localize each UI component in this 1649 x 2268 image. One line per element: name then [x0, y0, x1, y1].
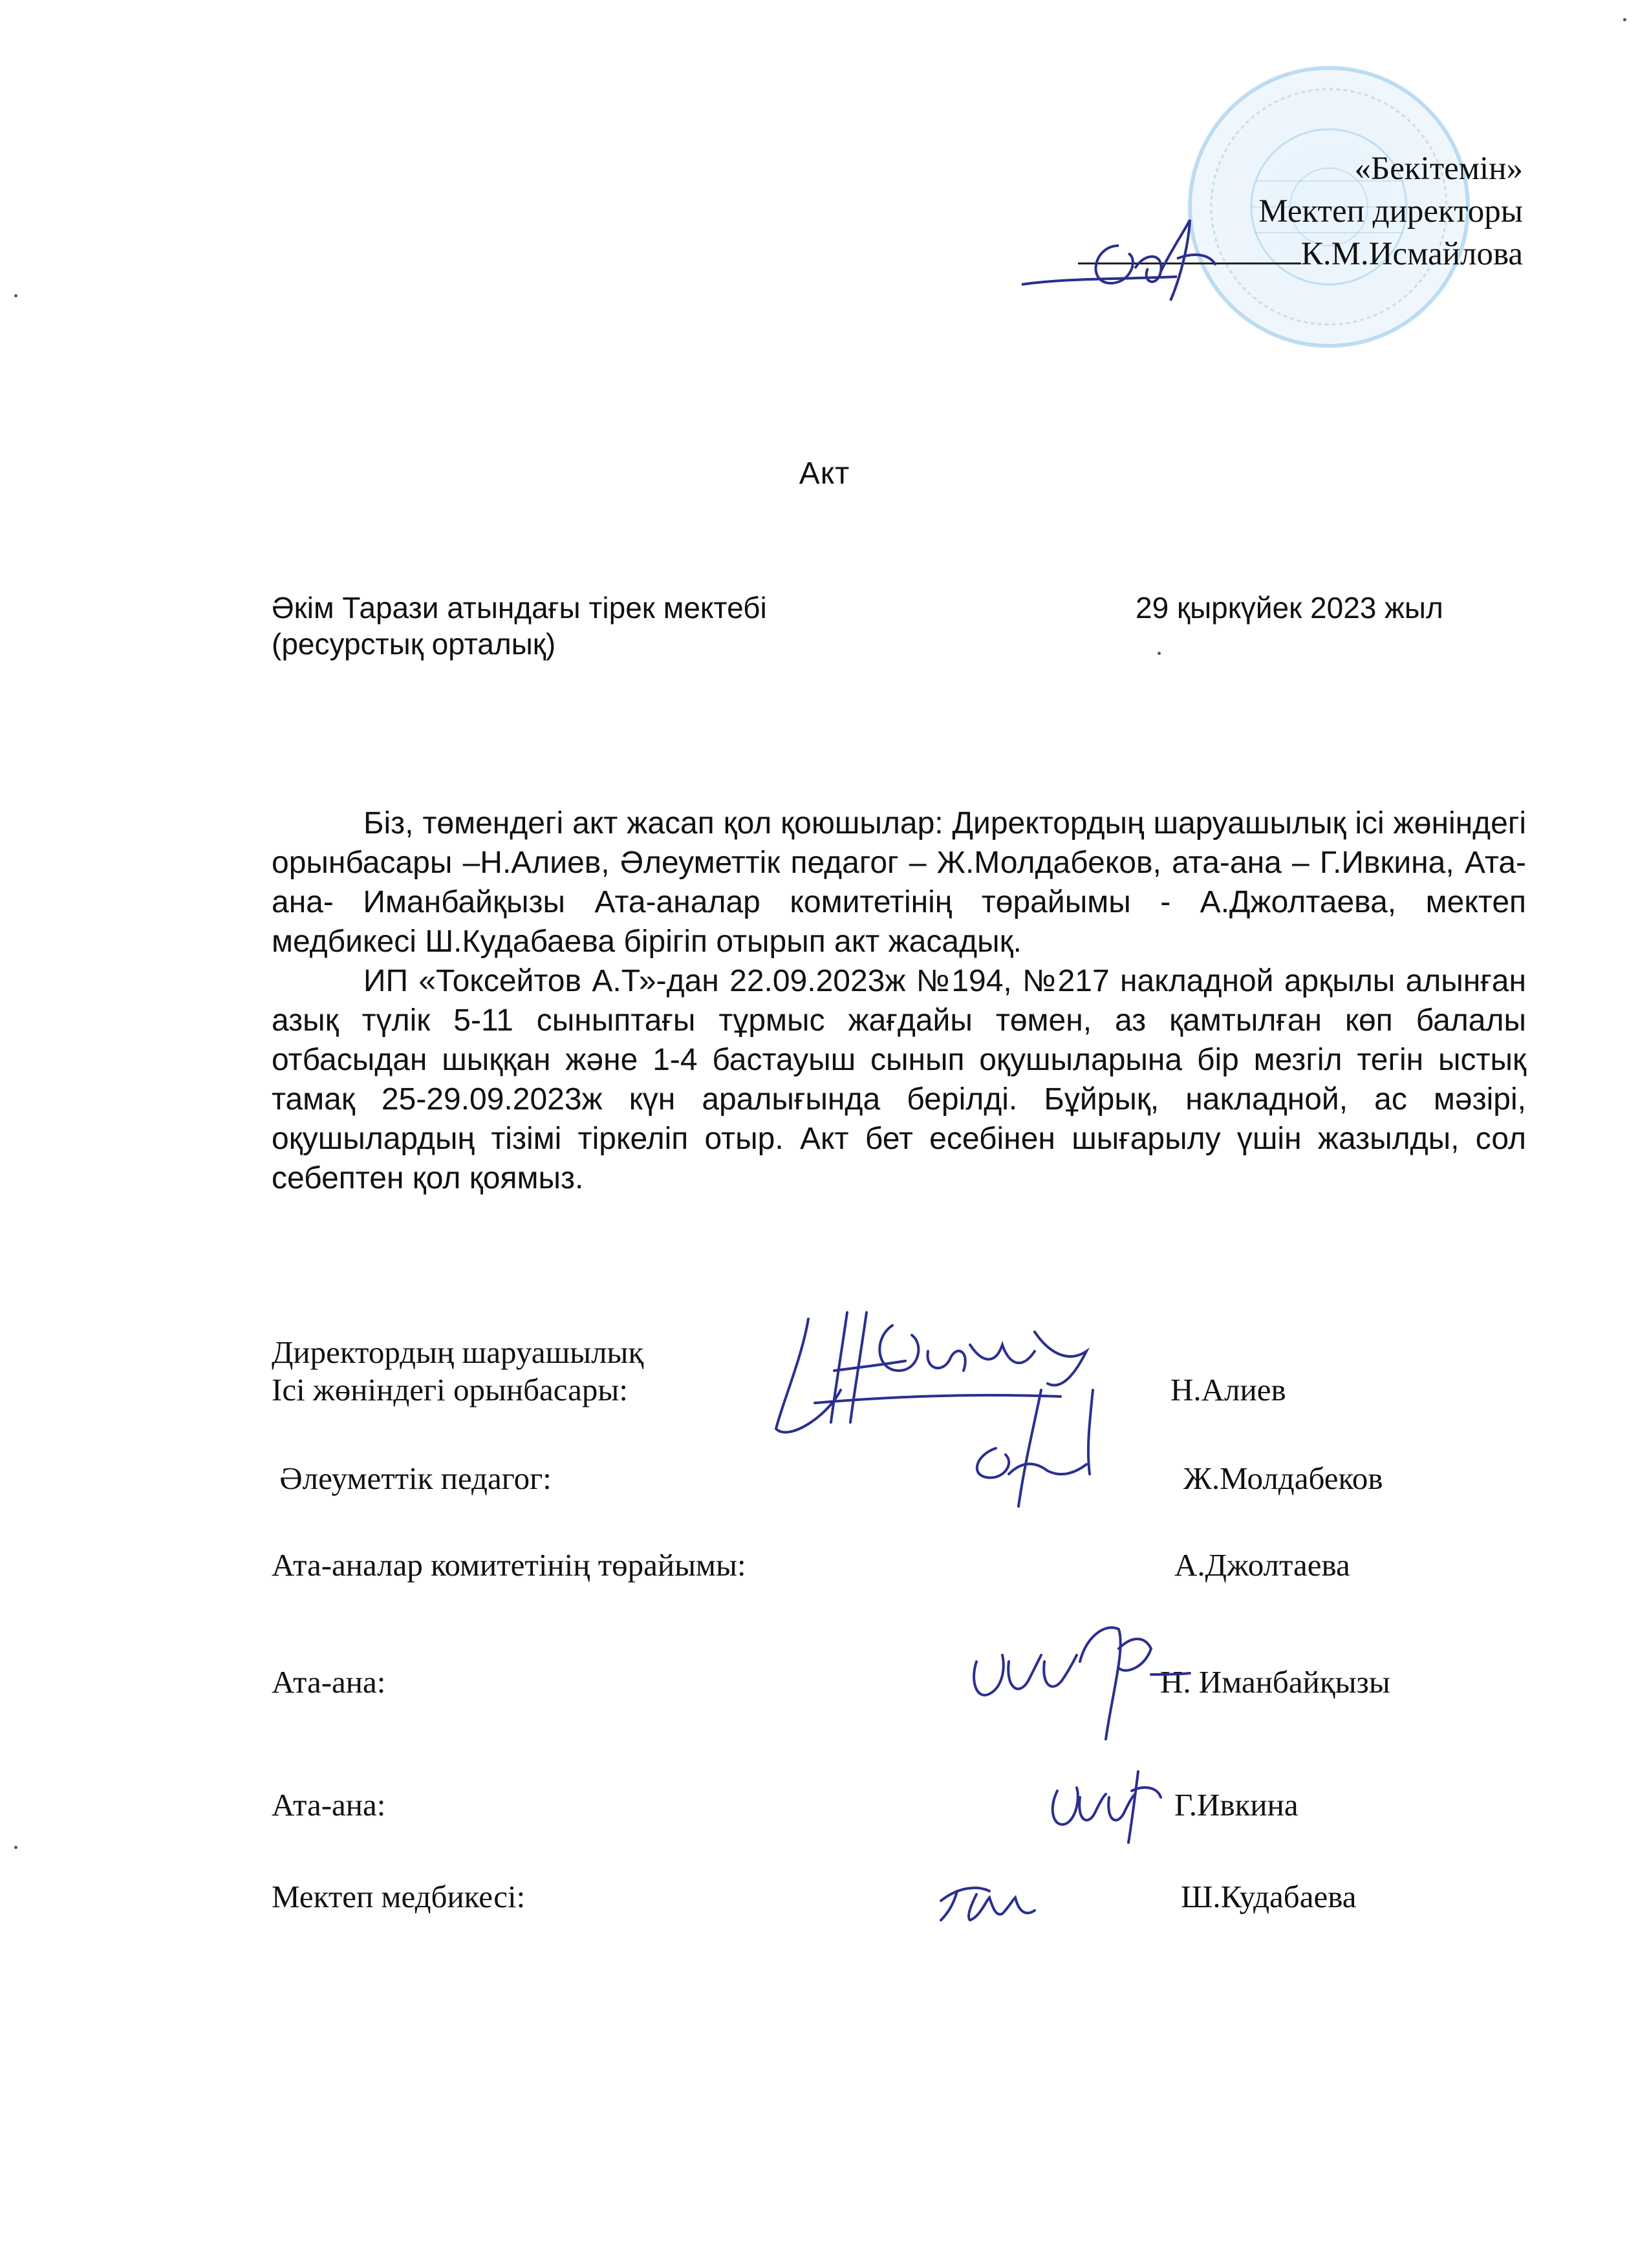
signatory-label — [272, 1786, 385, 1824]
signatory-label-line1: Мектеп медбикесі: — [272, 1879, 526, 1914]
signatory-label — [272, 1460, 552, 1497]
handwritten-signature-icon — [931, 1875, 1048, 1927]
handwritten-signature-icon — [957, 1610, 1203, 1746]
signatory-row — [272, 1786, 1500, 1825]
scan-speck — [14, 294, 17, 297]
signatory-name: Ш.Кудабаева — [1181, 1879, 1357, 1914]
body-paragraph-2: ИП «Токсейтов А.Т»-дан 22.09.2023ж №194, №217 накладной арқылы алынған азық түлік 5-11 сыныптағы тұрмыс жағдайы төмен, аз қамтылған көп балалы отбасыдан шыққан және 1-4 бастауыш сынып оқушыларына бір мезгіл тегін ыстық тамақ 25-29.09.2023ж күн аралығында берілді. Бұйрық, накладной, ас мәзірі, оқушылардың тізімі тіркеліп отыр. Акт бет есебінен шығарылу үшін жазылды, сол себептен қол қоямыз. — [272, 964, 1526, 1195]
approval-heading: «Бекітемін» — [1354, 151, 1523, 187]
signatory-label-line1: Ата-ана: — [272, 1664, 386, 1700]
signatory-label-line1: Әлеуметтік педагог: — [272, 1460, 552, 1496]
signatory-label — [272, 1546, 746, 1584]
signatory-label — [272, 1878, 525, 1916]
signatory-name: А.Джолтаева — [1174, 1547, 1350, 1583]
signatory-label-line1: Ата-аналар комитетінің төрайымы: — [272, 1547, 746, 1583]
approval-position: Мектеп директоры — [1258, 193, 1523, 230]
signatory-label — [272, 1334, 643, 1409]
director-name: К.М.Исмайлова — [1300, 236, 1523, 272]
document-date: 29 қыркүйек 2023 жыл — [1136, 591, 1443, 625]
signatory-name: Н. Иманбайқызы — [1160, 1664, 1390, 1700]
scan-speck — [14, 1846, 17, 1849]
document-title: Акт — [799, 456, 850, 491]
signatory-row — [272, 1546, 1500, 1585]
signatory-row — [272, 1664, 1500, 1702]
signatory-label-line1: Ата-ана: — [272, 1787, 386, 1823]
body-paragraph-1: Біз, төмендегі акт жасап қол қоюшылар: Директордың шаруашылық ісі жөніндегі орынбасары –Н.Алиев, Әлеуметтік педагог – Ж.Молдабеков, ата-ана – Г.Ивкина, Ата-ана- Иманбайқызы Ата-аналар комитетінің төрайымы - А.Джолтаева, мектеп медбикесі Ш.Кудабаева бірігіп отырып акт жасадық. — [272, 806, 1526, 959]
signatory-row — [272, 1878, 1500, 1917]
signatory-name: Н.Алиев — [1170, 1372, 1286, 1407]
handwritten-signature-icon — [763, 1300, 1125, 1519]
signatory-name: Ж.Молдабеков — [1183, 1460, 1383, 1496]
director-signature-icon — [1015, 207, 1235, 304]
school-name — [272, 590, 767, 662]
handwritten-signature-icon — [1041, 1759, 1170, 1849]
signatory-name: Г.Ивкина — [1174, 1787, 1299, 1823]
signatory-label-line1: Директордың шаруашылық — [272, 1334, 644, 1370]
signatory-label-line2: Ісі жөніндегі орынбасары: — [272, 1372, 628, 1407]
signatory-label — [272, 1664, 385, 1701]
school-name-line2: (ресурстық орталық) — [272, 627, 556, 661]
school-name-line1: Әкім Тарази атындағы тірек мектебі — [272, 591, 767, 625]
scan-speck — [1158, 652, 1161, 655]
act-body — [272, 804, 1526, 1198]
scan-speck — [1623, 18, 1626, 21]
